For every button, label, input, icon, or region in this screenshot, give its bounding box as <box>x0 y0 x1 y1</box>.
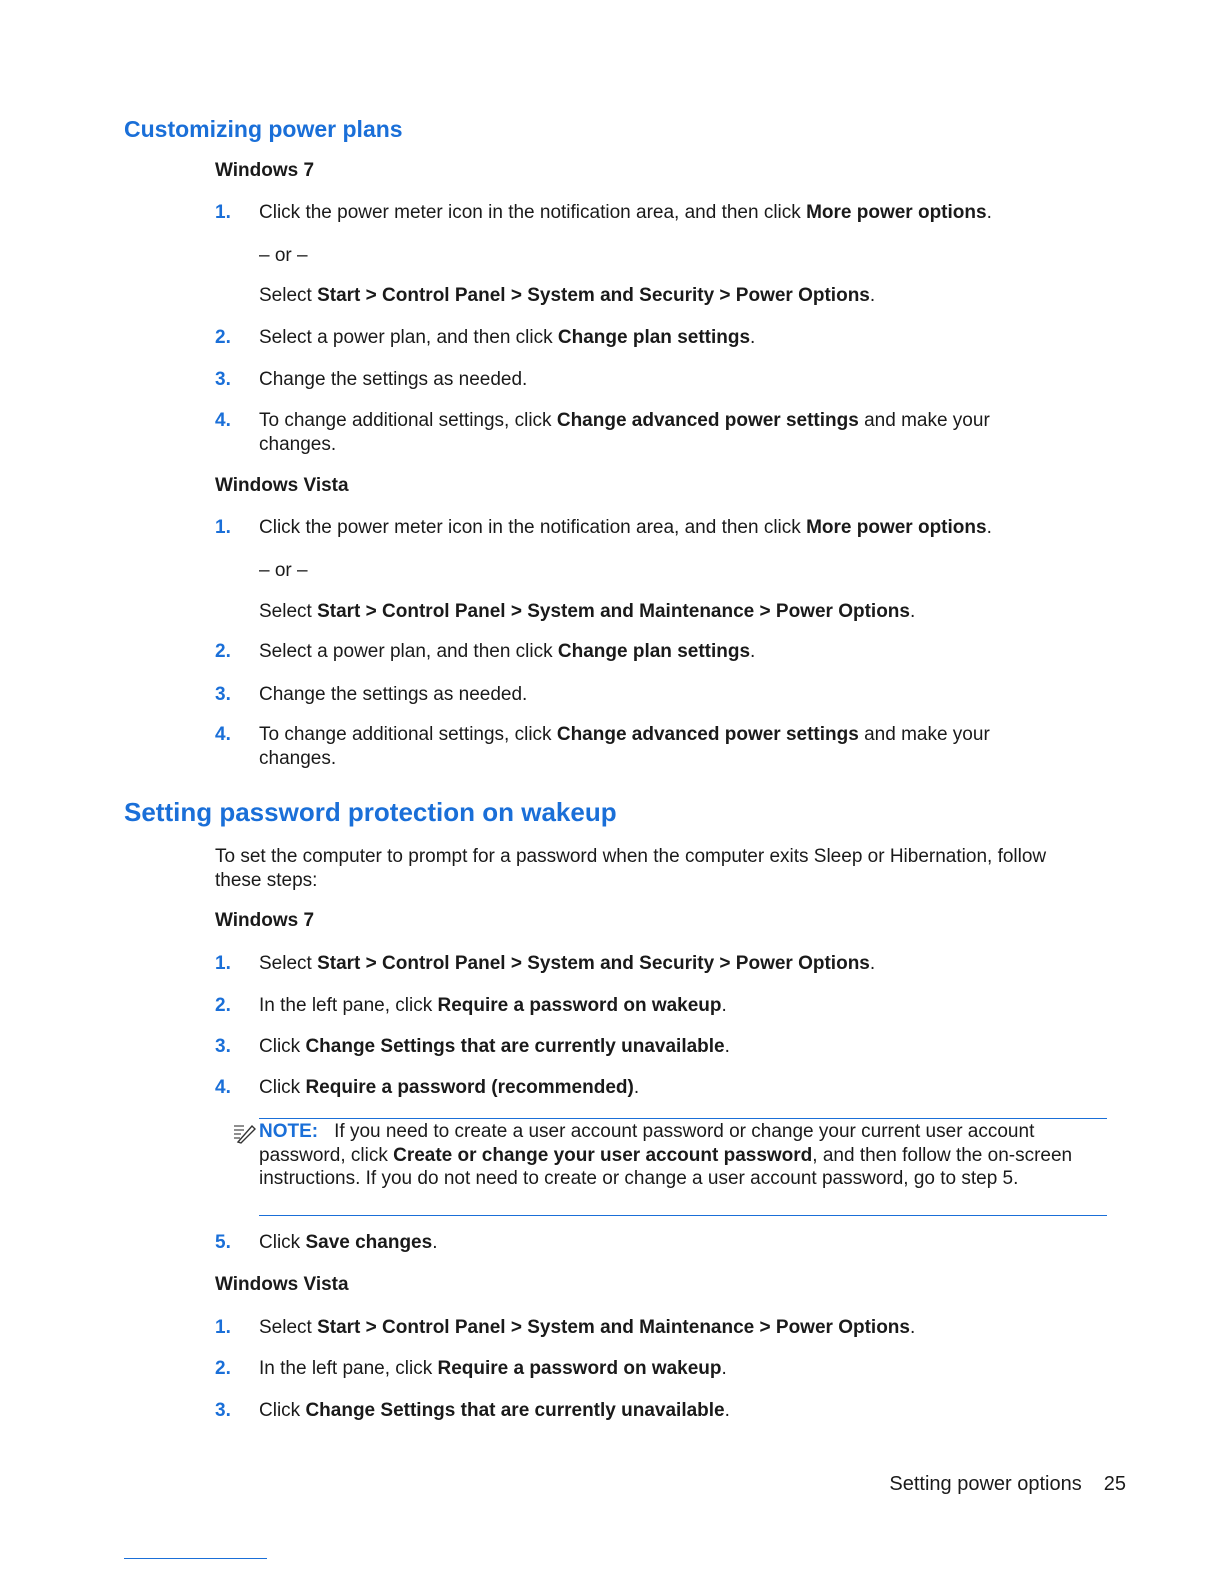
list-item: 1. Select Start > Control Panel > System and Maintenance > Power Options. <box>215 1317 916 1338</box>
step-number: 2. <box>215 995 231 1016</box>
page-number: 25 <box>1103 1473 1126 1495</box>
list-item: 3. Change the settings as needed. <box>215 369 528 390</box>
step-number: 1. <box>215 202 231 223</box>
step-bold-text: More power options <box>806 202 987 223</box>
subheading-windows-vista: Windows Vista <box>215 475 349 496</box>
note-pencil-icon <box>232 1122 256 1144</box>
list-item: 4. Click Require a password (recommended). <box>215 1077 640 1098</box>
list-item: 4. To change additional settings, click Change advanced power settings and make your changes. <box>215 724 990 769</box>
step-number: 2. <box>215 641 231 662</box>
section-title-password-protection: Setting password protection on wakeup <box>124 797 617 827</box>
list-item: 2. Select a power plan, and then click Change plan settings. <box>215 641 756 662</box>
or-separator: – or – <box>259 560 308 581</box>
step-number: 2. <box>215 1358 231 1379</box>
intro-paragraph: To set the computer to prompt for a password when the computer exits Sleep or Hibernation, follow these steps: <box>215 846 1047 891</box>
section-title-customizing-power-plans: Customizing power plans <box>124 116 403 142</box>
note-box: NOTE: If you need to create a user account password or change your current user account password, click Create or change your user account password, and then follow the on-screen instructions. If you do not need to create or change a user account password, go to step 5. <box>232 1118 1107 1216</box>
step-number: 1. <box>215 517 231 538</box>
subheading-windows-vista: Windows Vista <box>215 1274 349 1295</box>
list-item: 3. Click Change Settings that are currently unavailable. <box>215 1036 730 1057</box>
step-number: 3. <box>215 369 231 390</box>
list-item: 3. Change the settings as needed. <box>215 684 528 705</box>
footer-rule <box>124 1558 267 1559</box>
step-number: 4. <box>215 1077 231 1098</box>
step-number: 4. <box>215 724 231 745</box>
page-footer <box>889 1473 1126 1496</box>
step-number: 3. <box>215 1036 231 1057</box>
step-number: 4. <box>215 410 231 431</box>
step-text: Click the power meter icon in the notification area, and then click <box>259 202 807 223</box>
list-item: 1. Click the power meter icon in the notification area, and then click More power options. <box>215 517 992 538</box>
footer-chapter-title: Setting power options <box>889 1473 1082 1495</box>
step-number: 2. <box>215 327 231 348</box>
step-number: 3. <box>215 684 231 705</box>
list-item: 3. Click Change Settings that are currently unavailable. <box>215 1400 730 1421</box>
list-item: 1. Select Start > Control Panel > System and Security > Power Options. <box>215 953 876 974</box>
note-label: NOTE: <box>259 1121 319 1142</box>
step-number: 1. <box>215 1317 231 1338</box>
note-bottom-rule <box>259 1215 1107 1216</box>
step-number: 1. <box>215 953 231 974</box>
list-item: 2. In the left pane, click Require a password on wakeup. <box>215 995 727 1016</box>
step-text: . <box>986 202 992 223</box>
step-number: 3. <box>215 1400 231 1421</box>
list-item: 2. Select a power plan, and then click Change plan settings. <box>215 327 756 348</box>
alternate-path: Select Start > Control Panel > System and Maintenance > Power Options. <box>259 601 916 622</box>
or-separator: – or – <box>259 245 308 266</box>
step-number: 5. <box>215 1232 231 1253</box>
list-item <box>215 201 1105 225</box>
subheading-windows-7: Windows 7 <box>215 910 315 931</box>
list-item: 5. Click Save changes. <box>215 1232 438 1253</box>
note-top-rule <box>259 1118 1107 1119</box>
subheading-windows-7: Windows 7 <box>215 160 315 181</box>
list-item: 4. To change additional settings, click Change advanced power settings and make your changes. <box>215 410 990 455</box>
list-item: 2. In the left pane, click Require a password on wakeup. <box>215 1358 727 1379</box>
alternate-path: Select Start > Control Panel > System and Security > Power Options. <box>259 285 876 306</box>
